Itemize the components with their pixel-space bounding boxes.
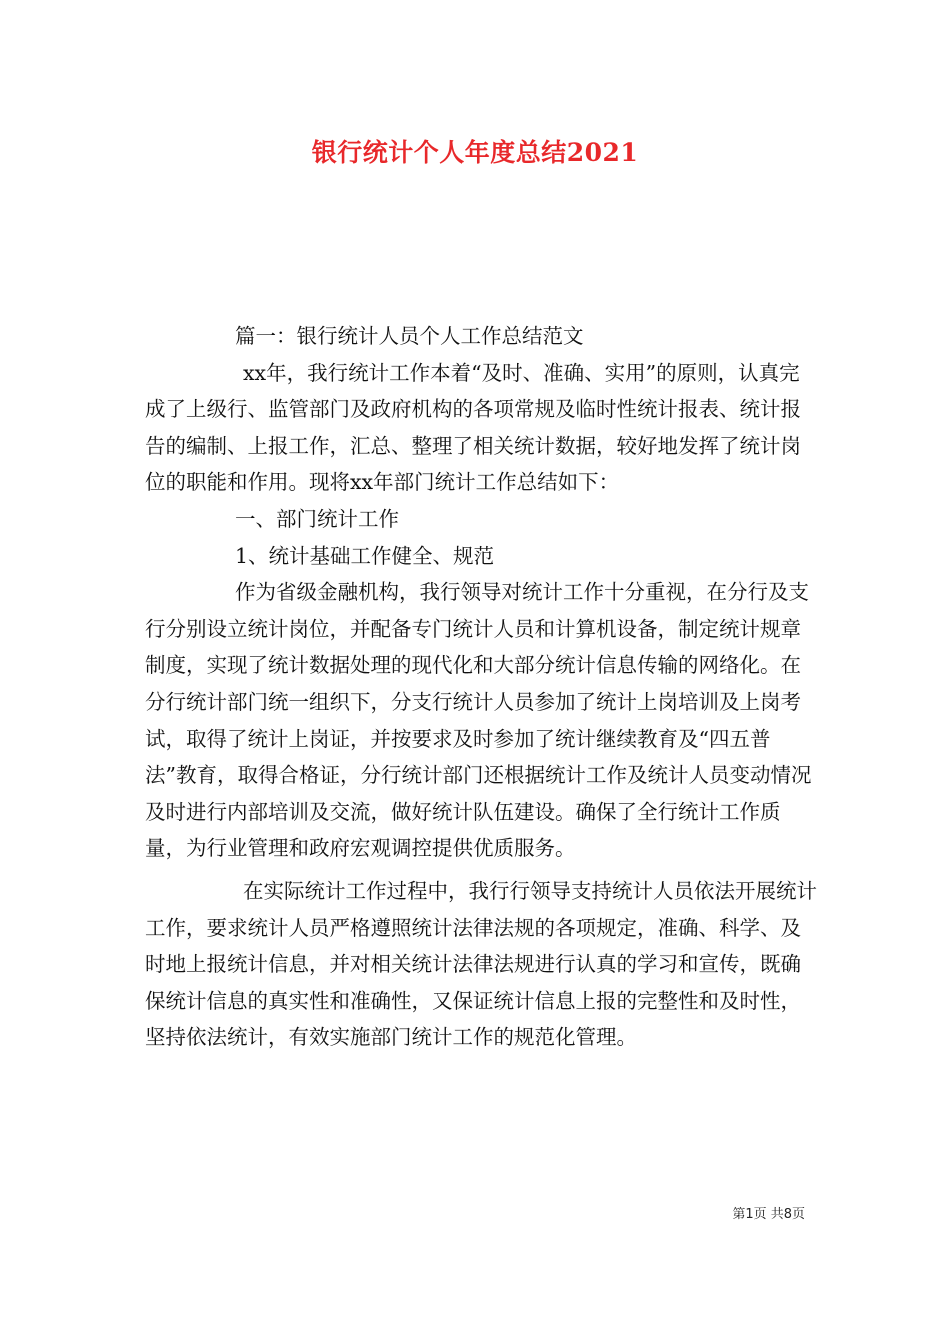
subsection-heading: 1、统计基础工作健全、规范	[235, 543, 495, 568]
section-heading: 篇一：银行统计人员个人工作总结范文	[235, 324, 584, 348]
document-body	[145, 318, 817, 1056]
paragraph-body: 在实际统计工作过程中，我行行领导支持统计人员依法开展统计工作，要求统计人员严格遵照统计法律法规的各项规定，准确、科学、及时地上报统计信息，并对相关统计法律法规进行认真的学习和宣传，既确保统计信息的真实性和准确性，又保证统计信息上报的完整性和及时性，坚持依法统计，有效实施部门统计工作的规范化管理。	[145, 878, 817, 1050]
paragraph-intro: xx年，我行统计工作本着“及时、准确、实用”的原则，认真完成了上级行、监管部门及政府机构的各项常规及临时性统计报表、统计报告的编制、上报工作，汇总、整理了相关统计数据，较好地发挥了统计岗位的职能和作用。现将xx年部门统计工作总结如下：	[145, 360, 801, 495]
page-number: 第1页 共8页	[732, 1207, 805, 1222]
document-title: 银行统计个人年度总结2021	[311, 138, 639, 167]
section-subheading: 一、部门统计工作	[235, 506, 399, 531]
paragraph-body: 作为省级金融机构，我行领导对统计工作十分重视，在分行及支行分别设立统计岗位，并配备专门统计人员和计算机设备，制定统计规章制度，实现了统计数据处理的现代化和大部分统计信息传输的网络化。在分行统计部门统一组织下，分支行统计人员参加了统计上岗培训及上岗考试，取得了统计上岗证，并按要求及时参加了统计继续教育及“四五普法”教育，取得合格证，分行统计部门还根据统计工作及统计人员变动情况及时进行内部培训及交流，做好统计队伍建设。确保了全行统计工作质量，为行业管理和政府宏观调控提供优质服务。	[145, 580, 812, 861]
